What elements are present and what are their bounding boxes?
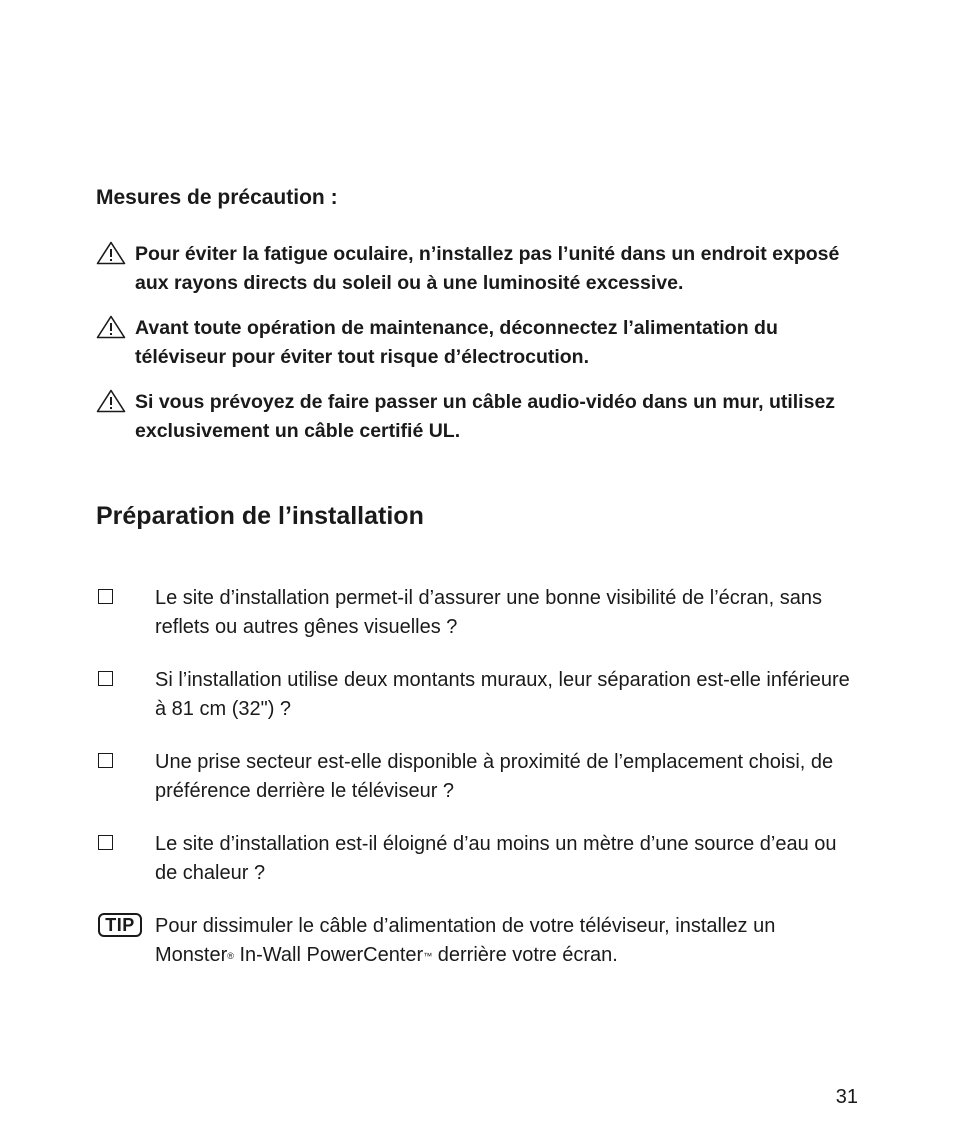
registered-mark: ® [227, 951, 234, 961]
warning-text: Si vous prévoyez de faire passer un câble audio-vidéo dans un mur, utilisez exclusivement un câble certifié UL. [135, 391, 836, 442]
checkbox-icon [98, 671, 113, 686]
tip-note [96, 912, 856, 971]
warning-item [96, 240, 856, 298]
warning-item [96, 388, 856, 446]
tip-text-part: In-Wall PowerCenter [233, 944, 424, 966]
tip-text-part: derrière votre écran. [432, 944, 618, 966]
precautions-heading: Mesures de précaution : [96, 186, 338, 209]
tip-badge: TIP [98, 913, 142, 937]
section-title: Préparation de l’installation [96, 502, 424, 530]
page-number: 31 [835, 1086, 858, 1108]
checkbox-icon [98, 753, 113, 768]
tip-text [155, 912, 856, 971]
warning-item [96, 314, 856, 372]
warning-triangle-icon [96, 315, 126, 339]
checklist-item-text: Le site d’installation est-il éloigné d’au moins un mètre d’une source d’eau ou de chaleur ? [155, 833, 837, 884]
checklist-item [96, 584, 856, 642]
checkbox-icon [98, 589, 113, 604]
checklist-item [96, 748, 856, 806]
checkbox-icon [98, 835, 113, 850]
warning-text: Pour éviter la fatigue oculaire, n’installez pas l’unité dans un endroit exposé aux rayons directs du soleil ou à une luminosité excessive. [135, 243, 840, 294]
warning-triangle-icon [96, 389, 126, 413]
checklist-item [96, 666, 856, 724]
checklist-item-text: Une prise secteur est-elle disponible à proximité de l’emplacement choisi, de préférence derrière le téléviseur ? [155, 751, 834, 802]
tip-text-part: Pour dissimuler le câble d’alimentation de votre téléviseur, installez un Monster [155, 915, 776, 966]
trademark-mark: ™ [423, 951, 433, 961]
checklist-item [96, 830, 856, 888]
checklist-item-text: Le site d’installation permet-il d’assurer une bonne visibilité de l’écran, sans reflets ou autres gênes visuelles ? [155, 587, 823, 638]
warning-triangle-icon [96, 241, 126, 265]
checklist-item-text: Si l’installation utilise deux montants muraux, leur séparation est-elle inférieure à 81 cm (32") ? [155, 669, 850, 720]
warning-text: Avant toute opération de maintenance, déconnectez l’alimentation du téléviseur pour éviter tout risque d’électrocution. [135, 317, 778, 368]
